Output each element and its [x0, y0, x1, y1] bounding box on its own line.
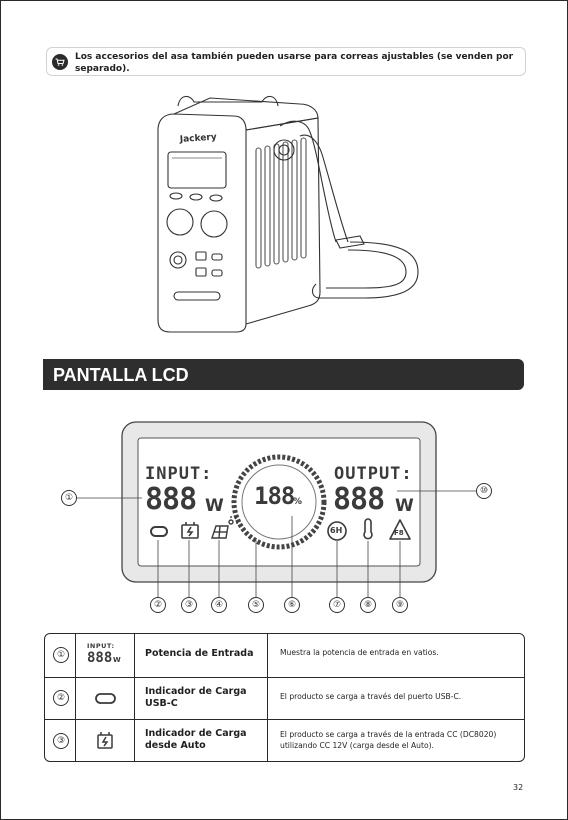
lcd-input-value: 888	[145, 482, 197, 517]
section-header	[43, 359, 524, 390]
row-name: Indicador de Carga USB-C	[145, 686, 247, 709]
callout-7: ⑦	[329, 597, 345, 613]
lcd-battery-unit: %	[293, 497, 303, 507]
page-number: 32	[513, 783, 524, 792]
row-number: ③	[53, 733, 69, 749]
cart-icon	[52, 54, 68, 70]
callout-3: ③	[181, 597, 197, 613]
table-row	[45, 720, 524, 762]
callout-6: ⑥	[284, 597, 300, 613]
row-description: El producto se carga a través de la entrada CC (DC8020) utilizando CC 12V (carga desde el Auto).	[280, 730, 497, 750]
row-description: Muestra la potencia de entrada en vatios.	[280, 648, 439, 657]
table-row	[45, 677, 524, 720]
row-name: Indicador de Carga desde Auto	[145, 728, 247, 751]
callout-5: ⑤	[248, 597, 264, 613]
row-icon-label: INPUT:	[87, 642, 115, 650]
lcd-output-label: OUTPUT:	[334, 464, 413, 484]
power-station-icon	[150, 92, 430, 340]
row-number: ②	[53, 690, 69, 706]
fault-label: F8	[394, 529, 404, 537]
table-row	[45, 634, 524, 678]
section-title: PANTALLA LCD	[53, 365, 189, 385]
usb-c-icon	[76, 677, 135, 719]
callout-2: ②	[150, 597, 166, 613]
row-icon-value: 888	[87, 650, 113, 666]
lcd-output-value: 888	[333, 482, 385, 517]
note-text: Los accesorios del asa también pueden usarse para correas ajustables (se venden por separado).	[75, 52, 514, 74]
lcd-input-unit: W	[205, 496, 224, 516]
lcd-diagram	[0, 410, 568, 620]
row-description: El producto se carga a través del puerto USB-C.	[280, 692, 462, 701]
row-icon-unit: W	[113, 656, 121, 664]
lcd-battery-value: 188	[254, 482, 295, 510]
callout-4: ④	[211, 597, 227, 613]
callout-9: ⑨	[392, 597, 408, 613]
lcd-legend-table	[44, 633, 525, 762]
row-name: Potencia de Entrada	[145, 648, 254, 659]
note-box	[46, 47, 526, 76]
timer-label: 6H	[330, 526, 343, 535]
car-battery-icon	[76, 720, 135, 762]
row-number: ①	[53, 647, 69, 663]
input-power-icon	[76, 634, 135, 677]
lcd-input-label: INPUT:	[145, 464, 213, 484]
brand-logo: Jackery	[179, 132, 218, 145]
callout-8: ⑧	[360, 597, 376, 613]
lcd-output-unit: W	[395, 496, 414, 516]
callout-1: ①	[61, 490, 77, 506]
callout-10: ⑩	[476, 483, 492, 499]
